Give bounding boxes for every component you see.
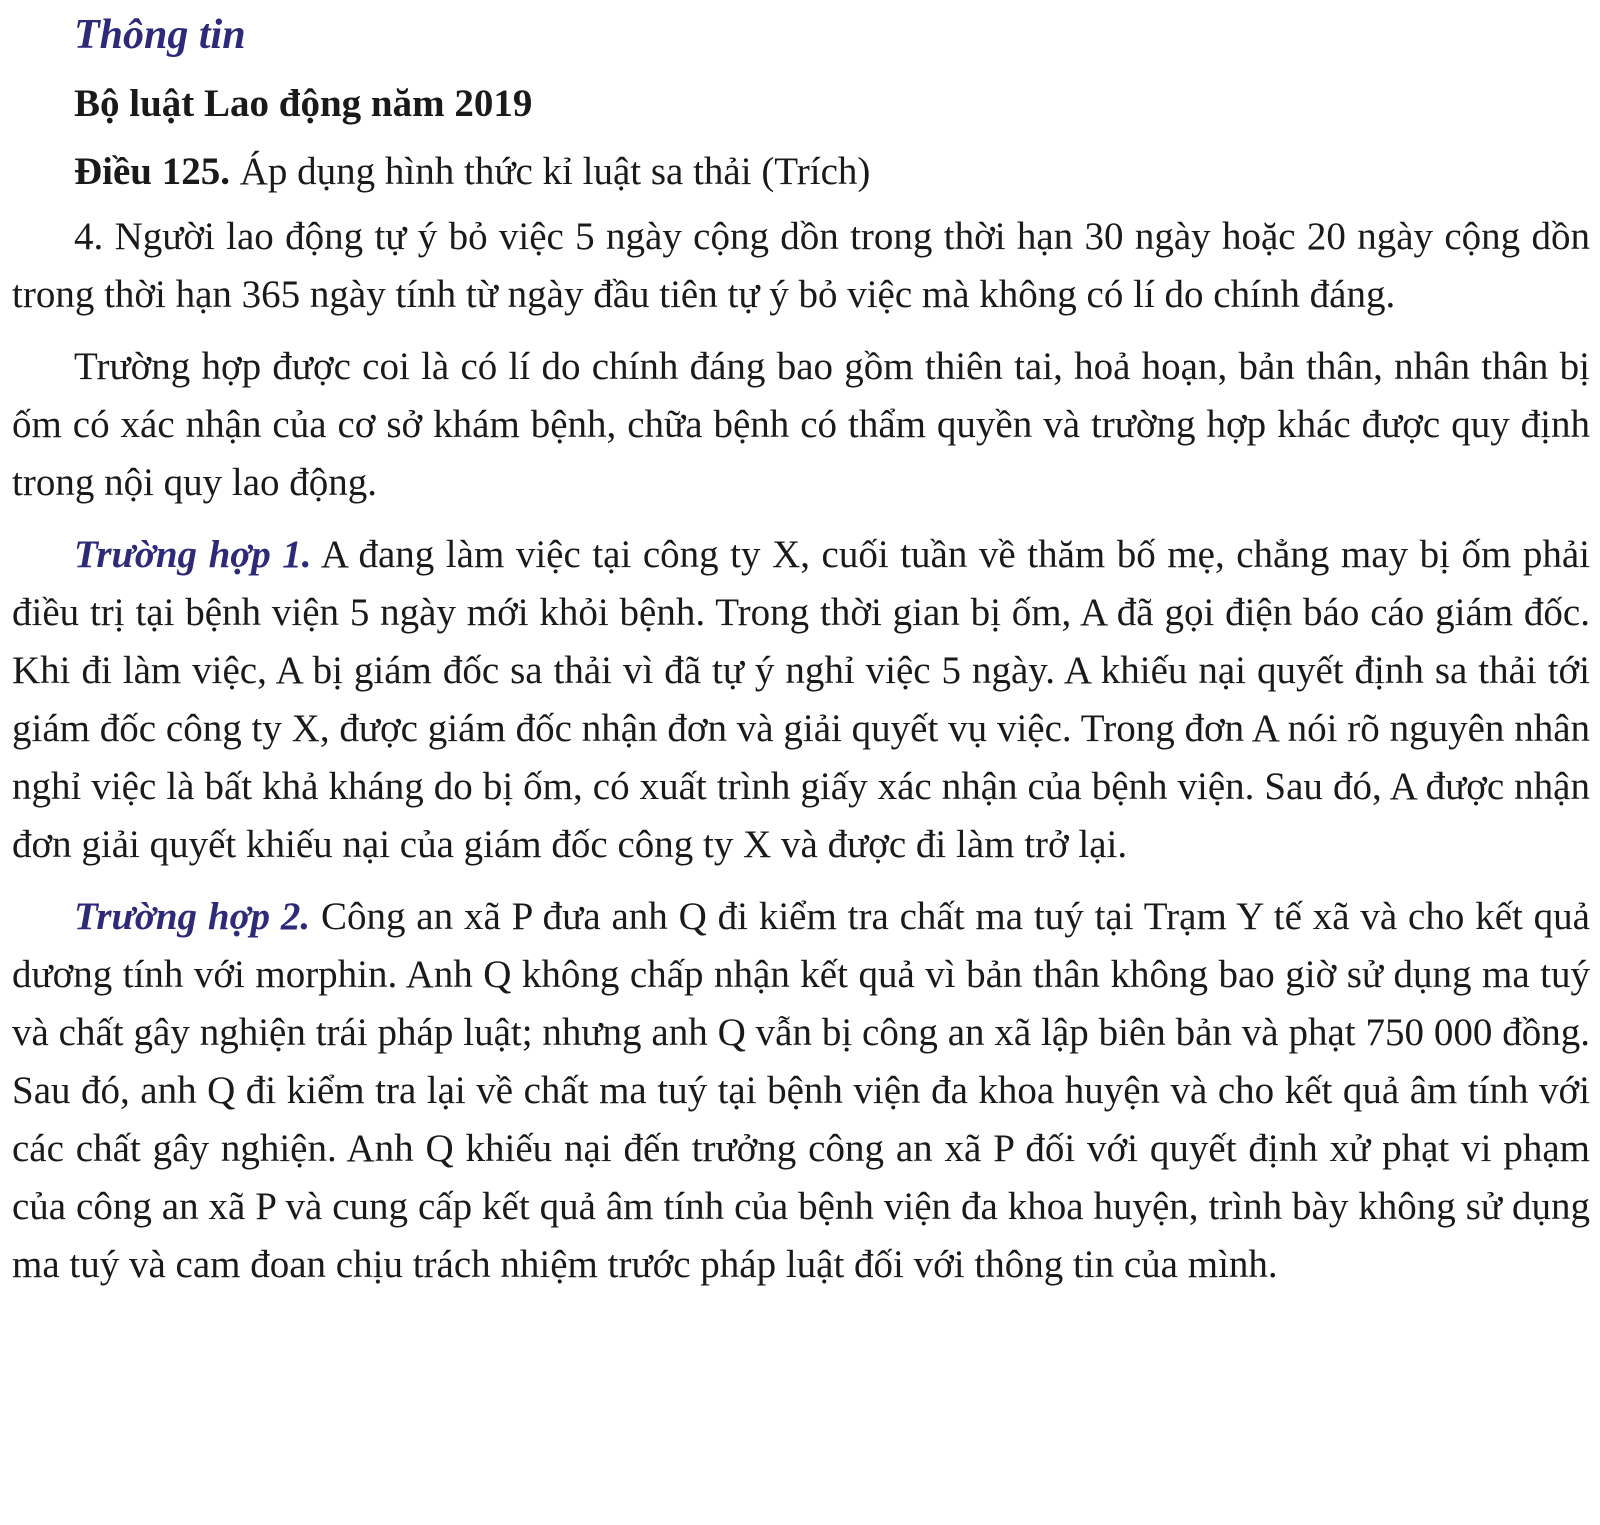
case-1-paragraph bbox=[12, 526, 1590, 874]
article-title: Áp dụng hình thức kỉ luật sa thải (Trích) bbox=[239, 150, 871, 193]
case-1-label: Trường hợp 1. bbox=[74, 533, 312, 576]
clause-4-note-paragraph: Trường hợp được coi là có lí do chính đáng bao gồm thiên tai, hoả hoạn, bản thân, nhân thân bị ốm có xác nhận của cơ sở khám bệnh, chữa bệnh có thẩm quyền và trường hợp khác được quy định trong nội quy lao động. bbox=[12, 345, 1590, 504]
law-title: Bộ luật Lao động năm 2019 bbox=[74, 82, 533, 125]
article-heading bbox=[74, 144, 1590, 200]
case-2-label: Trường hợp 2. bbox=[74, 895, 311, 938]
article-number: Điều 125. bbox=[74, 150, 230, 193]
case-2-paragraph bbox=[12, 888, 1590, 1294]
case-1-text: A đang làm việc tại công ty X, cuối tuần về thăm bố mẹ, chẳng may bị ốm phải điều trị tại bệnh viện 5 ngày mới khỏi bệnh. Trong thời gian bị ốm, A đã gọi điện báo cáo giám đốc. Khi đi làm việc, A bị giám đốc sa thải vì đã tự ý nghỉ việc 5 ngày. A khiếu nại quyết định sa thải tới giám đốc công ty X, được giám đốc nhận đơn và giải quyết vụ việc. Trong đơn A nói rõ nguyên nhân nghỉ việc là bất khả kháng do bị ốm, có xuất trình giấy xác nhận của bệnh viện. Sau đó, A được nhận đơn giải quyết khiếu nại của giám đốc công ty X và được đi làm trở lại. bbox=[12, 533, 1590, 866]
document-page bbox=[12, 0, 1590, 1294]
section-heading: Thông tin bbox=[74, 12, 246, 58]
case-2-text: Công an xã P đưa anh Q đi kiểm tra chất ma tuý tại Trạm Y tế xã và cho kết quả dương tính với morphin. Anh Q không chấp nhận kết quả vì bản thân không bao giờ sử dụng ma tuý và chất gây nghiện trái pháp luật; nhưng anh Q vẫn bị công an xã lập biên bản và phạt 750 000 đồng. Sau đó, anh Q đi kiểm tra lại về chất ma tuý tại bệnh viện đa khoa huyện và cho kết quả âm tính với các chất gây nghiện. Anh Q khiếu nại đến trưởng công an xã P đối với quyết định xử phạt vi phạm của công an xã P và cung cấp kết quả âm tính của bệnh viện đa khoa huyện, trình bày không sử dụng ma tuý và cam đoan chịu trách nhiệm trước pháp luật đối với thông tin của mình. bbox=[12, 895, 1590, 1286]
clause-4-paragraph: 4. Người lao động tự ý bỏ việc 5 ngày cộng dồn trong thời hạn 30 ngày hoặc 20 ngày cộng dồn trong thời hạn 365 ngày tính từ ngày đầu tiên tự ý bỏ việc mà không có lí do chính đáng. bbox=[12, 215, 1590, 316]
